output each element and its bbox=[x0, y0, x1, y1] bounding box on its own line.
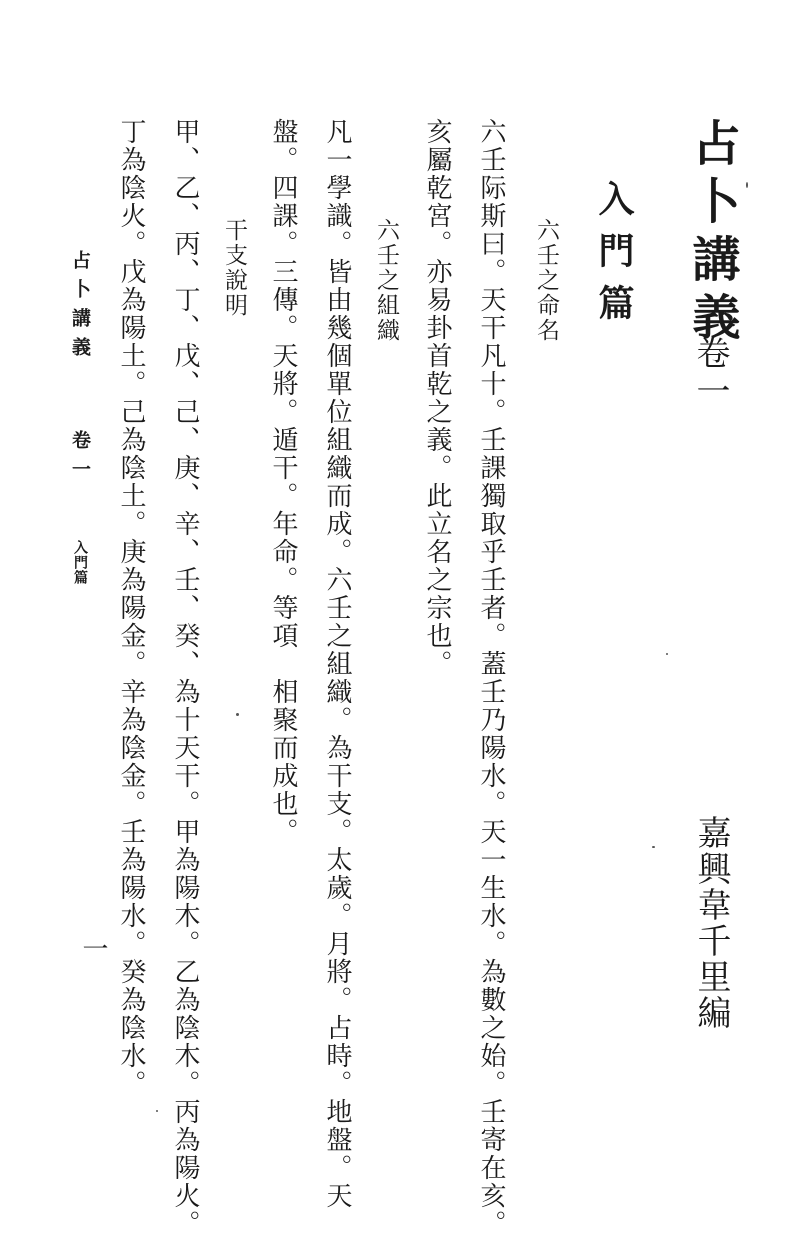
book-title: 占卜講義 bbox=[684, 118, 740, 350]
running-volume: 卷一 bbox=[69, 430, 91, 488]
author-credit: 嘉興韋千里編 bbox=[691, 815, 731, 1031]
section-heading: 干支說明 bbox=[221, 218, 247, 318]
section-heading: 六壬之組織 bbox=[373, 218, 399, 343]
volume-label: 卷一 bbox=[690, 335, 730, 411]
page-number: 一 bbox=[78, 935, 108, 961]
running-title: 占卜講義 bbox=[69, 250, 91, 366]
section-heading: 六壬之命名 bbox=[533, 218, 559, 343]
scan-speck bbox=[156, 1110, 158, 1112]
scan-speck bbox=[236, 713, 239, 716]
scan-speck bbox=[746, 182, 748, 188]
body-line: 甲、乙、丙、丁、戊、己、庚、辛、壬、癸、為十天干。甲為陽木。乙為陰木。丙為陽火。 bbox=[170, 118, 200, 1238]
scan-speck bbox=[652, 846, 655, 848]
body-line: 凡一學識。皆由幾個單位組織而成。六壬之組織。為干支。太歲。月將。占時。地盤。天 bbox=[322, 118, 352, 1210]
chapter-title: 入門篇 bbox=[593, 180, 635, 336]
body-line: 亥屬乾宮。亦易卦首乾之義。此立名之宗也。 bbox=[422, 118, 452, 678]
running-section: 入門篇 bbox=[72, 540, 88, 585]
body-line: 丁為陰火。戊為陽土。己為陰土。庚為陽金。辛為陰金。壬為陽水。癸為陰水。 bbox=[116, 118, 146, 1098]
scan-speck bbox=[666, 653, 668, 655]
body-line: 六壬际斯曰。天干凡十。壬課獨取乎壬者。蓋壬乃陽水。天一生水。為數之始。壬寄在亥。 bbox=[476, 118, 506, 1238]
body-line: 盤。四課。三傳。天將。遁干。年命。等項 相聚而成也。 bbox=[268, 118, 298, 846]
